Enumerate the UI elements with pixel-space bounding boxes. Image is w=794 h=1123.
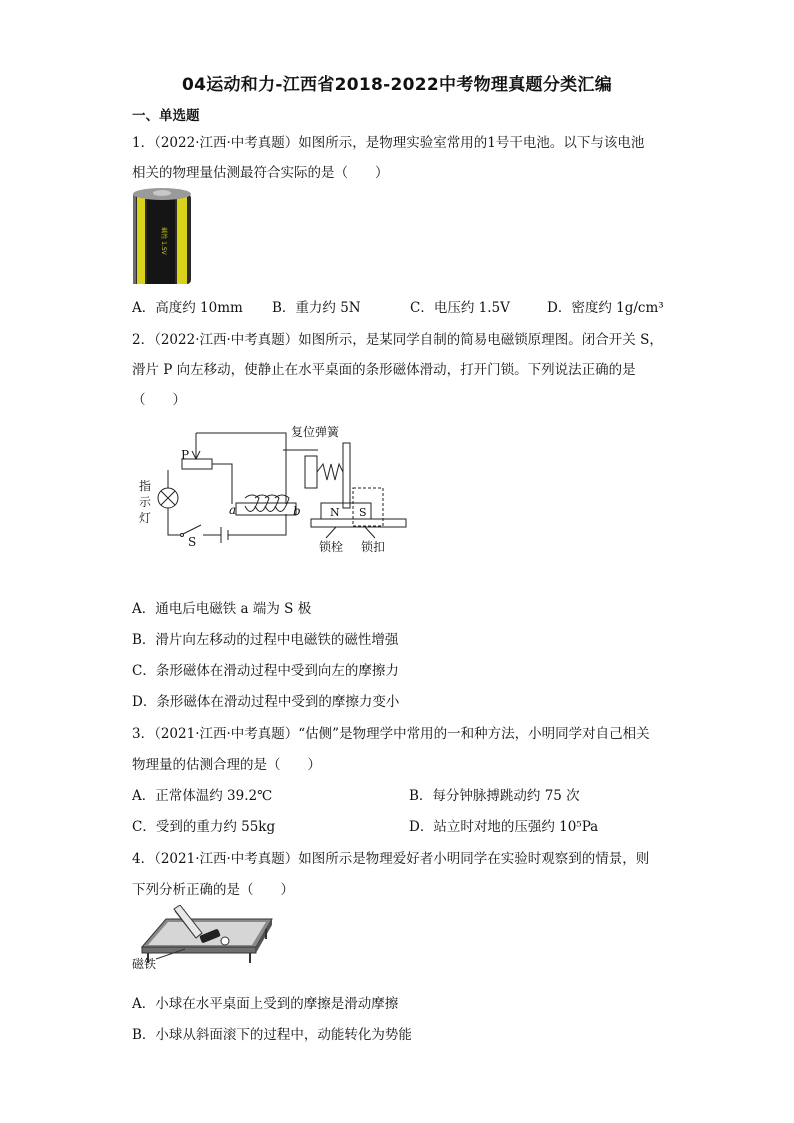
q1-option-d: D．密度约 1g/cm³ xyxy=(547,300,664,316)
label-magnet-s: S xyxy=(359,506,367,519)
q2-stem-line-2: 滑片 P 向左移动，使静止在水平桌面的条形磁体滑动，打开门锁。下列说法正确的是 xyxy=(132,362,636,378)
label-lamp-char-2: 示 xyxy=(139,495,152,509)
q4-option-b: B．小球从斜面滚下的过程中，动能转化为势能 xyxy=(132,1027,412,1043)
label-magnet: 磁铁 xyxy=(132,957,157,971)
page-title: 04运动和力-江西省2018-2022中考物理真题分类汇编 xyxy=(181,75,613,95)
q2-option-d: D．条形磁体在滑动过程中受到的摩擦力变小 xyxy=(132,694,400,710)
q3-options-row-1 xyxy=(132,784,692,804)
q3-option-b: B．每分钟脉搏跳动约 75 次 xyxy=(409,788,580,804)
battery-image xyxy=(131,186,193,286)
q3-stem-line-1: 3．（2021·江西·中考真题）“估侧”是物理学中常用的一和种方法，小明同学对自己相关 xyxy=(132,726,650,742)
q1-options xyxy=(132,296,692,316)
label-reset-spring: 复位弹簧 xyxy=(291,425,340,439)
q2-option-a: A．通电后电磁铁 a 端为 S 极 xyxy=(132,601,312,617)
q4-stem-line-1: 4．（2021·江西·中考真题）如图所示是物理爱好者小明同学在实验时观察到的情景，则 xyxy=(132,851,650,867)
q2-stem-line-3: （ ） xyxy=(132,392,186,408)
label-switch-s: S xyxy=(188,535,197,549)
label-catch: 锁扣 xyxy=(361,540,386,554)
q3-option-d: D．站立时对地的压强约 10⁵Pa xyxy=(409,819,599,835)
label-lamp-char-3: 灯 xyxy=(139,511,152,525)
q3-stem-line-2: 物理量的估测合理的是（ ） xyxy=(132,757,321,773)
battery-label: 碱性 1.5V xyxy=(160,227,167,255)
q3-option-a: A．正常体温约 39.2℃ xyxy=(132,788,273,804)
q1-option-c: C．电压约 1.5V xyxy=(410,300,510,316)
section-heading: 一、单选题 xyxy=(132,108,200,124)
q2-stem-line-1: 2．（2022·江西·中考真题）如图所示，是某同学自制的简易电磁锁原理图。闭合开关 S， xyxy=(132,332,663,348)
q1-option-a: A．高度约 10mm xyxy=(132,300,243,316)
q1-stem-line-1: 1．（2022·江西·中考真题）如图所示，是物理实验室常用的1号干电池。以下与该电池 xyxy=(132,135,645,151)
q1-option-b: B．重力约 5N xyxy=(272,300,361,316)
label-lamp-char-1: 指 xyxy=(139,479,152,493)
q4-stem-line-2: 下列分析正确的是（ ） xyxy=(132,882,294,898)
q1-stem-line-2: 相关的物理量估测最符合实际的是（ ） xyxy=(132,165,389,181)
q4-option-a: A．小球在水平桌面上受到的摩擦是滑动摩擦 xyxy=(132,996,399,1012)
q2-option-c: C．条形磁体在滑动过程中受到向左的摩擦力 xyxy=(132,663,399,679)
q3-option-c: C．受到的重力约 55kg xyxy=(132,819,276,835)
label-magnet-n: N xyxy=(330,506,340,519)
q2-option-b: B．滑片向左移动的过程中电磁铁的磁性增强 xyxy=(132,632,399,648)
q3-options-row-2 xyxy=(132,815,692,835)
label-end-a: a xyxy=(229,503,237,517)
label-slider-p: P xyxy=(181,448,190,462)
label-end-b: b xyxy=(293,504,301,518)
label-bolt: 锁栓 xyxy=(319,540,344,554)
electromagnetic-lock-diagram xyxy=(133,418,413,558)
magnet-table-diagram xyxy=(130,905,280,973)
